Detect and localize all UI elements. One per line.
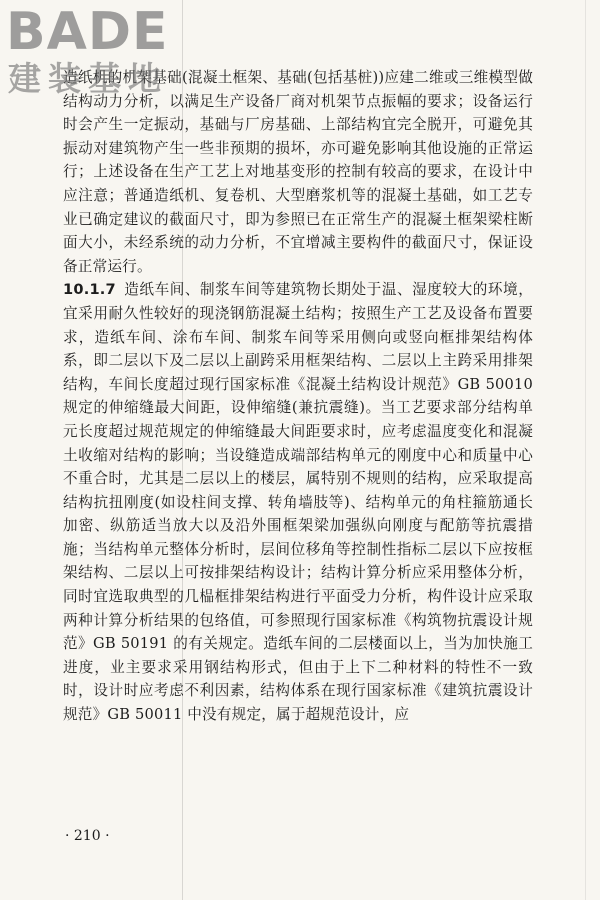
page-body: [63, 66, 533, 727]
page-number: · 210 ·: [65, 828, 110, 844]
watermark-subtitle: 建装基地: [8, 59, 168, 98]
paragraph-1: 造纸机的机架基础(混凝土框架、基础(包括基桩))应建二维或三维模型做结构动力分析，以满足生产设备厂商对机架节点振幅的要求；设备运行时会产生一定振动，基础与厂房基础、上部结构宜完全脱开，可避免其振动对建筑物产生一些非预期的损坏，亦可避免影响其他设施的正常运行；上述设备在生产工艺上对地基变形的控制有较高的要求，在设计中应注意；普通造纸机、复卷机、大型磨浆机等的混凝土基础，如工艺专业已确定建议的截面尺寸，即为参照已在正常生产的混凝土框架梁柱断面大小，未经系统的动力分析，不宜增减主要构件的截面尺寸，保证设备正常运行。: [63, 69, 533, 275]
section-10-1-7: [63, 278, 533, 726]
section-number: 10.1.7: [63, 281, 116, 299]
section-text: 造纸车间、制浆车间等建筑物长期处于温、湿度较大的环境，宜采用耐久性较好的现浇钢筋混凝土结构；按照生产工艺及设备布置要求，造纸车间、涂布车间、制浆车间等采用侧向或竖向框排架结构体系，即二层以下及二层以上副跨采用框架结构、二层以上主跨采用排架结构，车间长度超过现行国家标准《混凝土结构设计规范》GB 50010 规定的伸缩缝最大间距，设伸缩缝(兼抗震缝)。当工艺要求部分结构单元长度超过规范规定的伸缩缝最大间距要求时，应考虑温度变化和混凝土收缩对结构的影响；当设缝造成端部结构单元的刚度中心和质量中心不重合时，尤其是二层以上的楼层，属特别不规则的结构，应采取提高结构抗扭刚度(如设柱间支撑、转角墙肢等)、结构单元的角柱箍筋通长加密、纵筋适当放大以及沿外围框架梁加强纵向刚度与配筋等抗震措施；当结构单元整体分析时，层间位移角等控制性指标二层以下应按框架结构、二层以上可按排架结构设计；结构计算分析应采用整体分析，同时宜选取典型的几榀框排架结构进行平面受力分析，构件设计应采取两种计算分析结果的包络值，可参照现行国家标准《构筑物抗震设计规范》GB 50191 的有关规定。造纸车间的二层楼面以上，当为加快施工进度，业主要求采用钢结构形式，但由于上下二种材料的特性不一致时，设计时应考虑不利因素，结构体系在现行国家标准《建筑抗震设计规范》GB 50011 中没有规定，属于超规范设计，应: [63, 281, 533, 724]
scan-artifact-line: [585, 0, 586, 900]
watermark-logo: [6, 4, 181, 102]
watermark-brand: BADE: [6, 2, 169, 62]
